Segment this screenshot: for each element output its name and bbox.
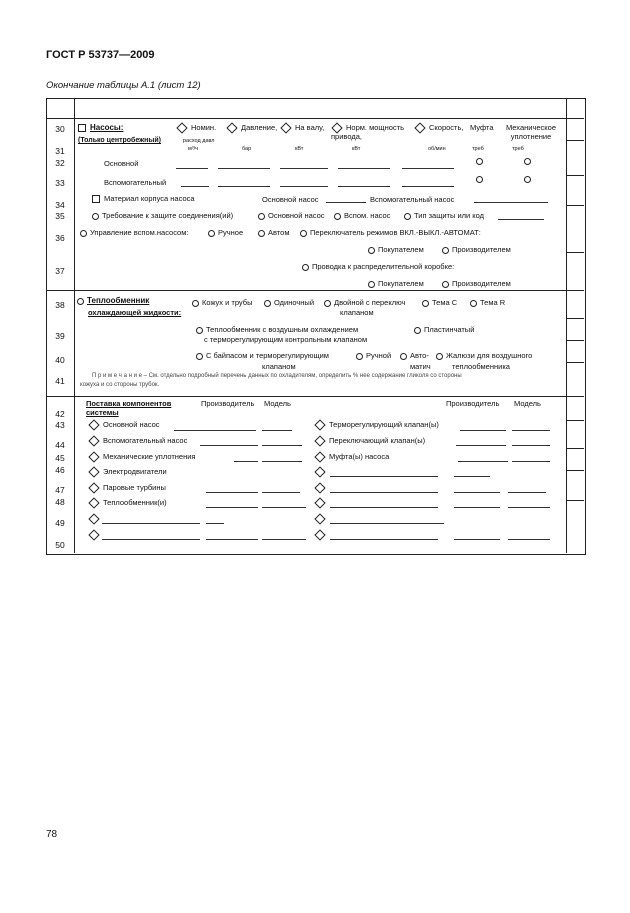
col-model: Модель bbox=[264, 399, 291, 408]
col-coupling: Муфта bbox=[470, 123, 494, 132]
diamond-icon[interactable] bbox=[176, 122, 187, 133]
margin-tick bbox=[566, 420, 584, 421]
pump-main-label: Основной bbox=[104, 159, 139, 168]
component-item bbox=[314, 514, 329, 523]
row-number: 39 bbox=[55, 331, 65, 341]
blank-line[interactable] bbox=[181, 186, 209, 187]
col-shaft: На валу, bbox=[280, 123, 324, 132]
opt-bypass: С байпасом и терморегулирующим bbox=[196, 351, 329, 360]
blank-line[interactable] bbox=[326, 202, 366, 203]
pump-aux-label: Вспомогательный bbox=[104, 178, 167, 187]
radio-icon[interactable] bbox=[196, 327, 203, 334]
opt-wiring: Проводка к распределительной коробке: bbox=[302, 262, 454, 271]
unit-required: треб bbox=[472, 146, 484, 152]
row-divider bbox=[46, 290, 584, 291]
valve-label: клапаном bbox=[340, 308, 374, 317]
radio-icon[interactable] bbox=[302, 264, 309, 271]
opt-plate: Пластинчатый bbox=[414, 325, 474, 334]
blank-line[interactable] bbox=[454, 539, 500, 540]
component-item: Вспомогательный насос bbox=[88, 436, 187, 445]
blank-line[interactable] bbox=[262, 461, 302, 462]
col-power: Норм. мощность привода, bbox=[331, 123, 404, 142]
blank-line[interactable] bbox=[338, 168, 390, 169]
radio-icon[interactable] bbox=[196, 353, 203, 360]
diamond-icon[interactable] bbox=[88, 466, 99, 477]
blank-line[interactable] bbox=[262, 539, 306, 540]
component-item: Терморегулирующий клапан(ы) bbox=[314, 420, 439, 429]
row-number: 50 bbox=[55, 540, 65, 550]
opt-buyer: Покупателем bbox=[368, 279, 424, 288]
diamond-icon[interactable] bbox=[314, 529, 325, 540]
component-item bbox=[314, 530, 329, 539]
column-divider bbox=[74, 98, 75, 553]
blank-line[interactable] bbox=[262, 507, 306, 508]
diamond-icon[interactable] bbox=[414, 122, 425, 133]
radio-icon[interactable] bbox=[208, 230, 215, 237]
opt-single: Одиночный bbox=[264, 298, 314, 307]
blank-line[interactable] bbox=[512, 430, 550, 431]
diamond-icon[interactable] bbox=[88, 482, 99, 493]
row-number: 31 bbox=[55, 146, 65, 156]
opt-louvers: Жалюзи для воздушного bbox=[436, 351, 532, 360]
row-number: 37 bbox=[55, 266, 65, 276]
auto-label: матич bbox=[410, 362, 431, 371]
component-item: Переключающий клапан(ы) bbox=[314, 436, 425, 445]
blank-line[interactable] bbox=[330, 523, 444, 524]
col-manufacturer: Производитель bbox=[446, 399, 500, 408]
component-item: Основной насос bbox=[88, 420, 160, 429]
diamond-icon[interactable] bbox=[280, 122, 291, 133]
radio-icon[interactable] bbox=[476, 158, 483, 165]
opt-tema-c: Тема С bbox=[422, 298, 457, 307]
row-number: 38 bbox=[55, 300, 65, 310]
blank-line[interactable] bbox=[338, 186, 390, 187]
radio-icon[interactable] bbox=[258, 230, 265, 237]
page-number: 78 bbox=[46, 829, 58, 840]
diamond-icon[interactable] bbox=[88, 451, 99, 462]
col-manufacturer: Производитель bbox=[201, 399, 255, 408]
blank-line[interactable] bbox=[512, 445, 550, 446]
column-divider bbox=[566, 98, 567, 553]
diamond-icon[interactable] bbox=[314, 497, 325, 508]
checkbox-icon[interactable] bbox=[92, 195, 100, 203]
diamond-icon[interactable] bbox=[314, 513, 325, 524]
opt-protection-type: Тип защиты или код bbox=[404, 211, 484, 220]
diamond-icon[interactable] bbox=[314, 435, 325, 446]
margin-tick bbox=[566, 500, 584, 501]
blank-line[interactable] bbox=[280, 168, 328, 169]
opt-main-pump: Основной насос bbox=[258, 211, 325, 220]
diamond-icon[interactable] bbox=[88, 529, 99, 540]
blank-line[interactable] bbox=[218, 186, 270, 187]
blank-line[interactable] bbox=[206, 507, 258, 508]
blank-line[interactable] bbox=[200, 445, 258, 446]
margin-tick bbox=[566, 252, 584, 253]
diamond-icon[interactable] bbox=[88, 419, 99, 430]
component-item bbox=[88, 530, 103, 539]
blank-line[interactable] bbox=[262, 492, 300, 493]
margin-tick bbox=[566, 140, 584, 141]
row-number: 45 bbox=[55, 453, 65, 463]
component-item bbox=[314, 483, 329, 492]
radio-icon[interactable] bbox=[258, 213, 265, 220]
opt-aux-pump: Вспом. насос bbox=[334, 211, 390, 220]
row-number: 47 bbox=[55, 485, 65, 495]
row-number: 46 bbox=[55, 465, 65, 475]
row-divider bbox=[46, 396, 584, 397]
radio-icon[interactable] bbox=[192, 300, 199, 307]
radio-icon[interactable] bbox=[404, 213, 411, 220]
radio-icon[interactable] bbox=[442, 247, 449, 254]
exchanger-subtitle: охлаждающей жидкости: bbox=[88, 308, 182, 317]
radio-icon[interactable] bbox=[470, 300, 477, 307]
radio-icon[interactable] bbox=[442, 281, 449, 288]
radio-icon[interactable] bbox=[414, 327, 421, 334]
row-number: 40 bbox=[55, 355, 65, 365]
blank-line[interactable] bbox=[454, 492, 500, 493]
blank-line[interactable] bbox=[330, 539, 438, 540]
blank-line[interactable] bbox=[234, 461, 258, 462]
unit-rpm: об/мин bbox=[428, 146, 446, 152]
radio-icon[interactable] bbox=[356, 353, 363, 360]
document-header: ГОСТ Р 53737—2009 bbox=[46, 49, 155, 61]
components-title: системы bbox=[86, 408, 119, 417]
blank-line[interactable] bbox=[206, 492, 258, 493]
opt-buyer: Покупателем bbox=[368, 245, 424, 254]
blank-line[interactable] bbox=[454, 507, 500, 508]
radio-icon[interactable] bbox=[524, 176, 531, 183]
opt-shell-tube: Кожух и трубы bbox=[192, 298, 252, 307]
margin-tick bbox=[566, 318, 584, 319]
radio-icon[interactable] bbox=[334, 213, 341, 220]
blank-line[interactable] bbox=[460, 430, 506, 431]
row-number: 44 bbox=[55, 440, 65, 450]
opt-manufacturer: Производителем bbox=[442, 245, 511, 254]
radio-icon[interactable] bbox=[324, 300, 331, 307]
diamond-icon[interactable] bbox=[88, 497, 99, 508]
component-item bbox=[314, 467, 329, 476]
blank-line[interactable] bbox=[454, 476, 490, 477]
unit-m3: м³/ч bbox=[188, 146, 199, 152]
diamond-icon[interactable] bbox=[314, 451, 325, 462]
opt-mode-switch: Переключатель режимов ВКЛ.-ВЫКЛ.-АВТОМАТ: bbox=[300, 228, 481, 237]
blank-line[interactable] bbox=[262, 445, 302, 446]
component-item: Муфта(ы) насоса bbox=[314, 452, 389, 461]
radio-icon[interactable] bbox=[300, 230, 307, 237]
blank-line[interactable] bbox=[262, 430, 292, 431]
component-item: Теплообменник(и) bbox=[88, 498, 167, 507]
row-number: 35 bbox=[55, 211, 65, 221]
row-number: 33 bbox=[55, 178, 65, 188]
diamond-icon[interactable] bbox=[314, 482, 325, 493]
blank-line[interactable] bbox=[280, 186, 328, 187]
row-divider bbox=[46, 118, 584, 119]
blank-line[interactable] bbox=[330, 476, 438, 477]
blank-line[interactable] bbox=[218, 168, 270, 169]
radio-icon[interactable] bbox=[524, 158, 531, 165]
exchanger-note: П р и м е ч а н и е – См. отдельно подробный перечень данных по охладителям, определить % нее содержание гликоля со стороны bbox=[92, 373, 462, 379]
pump-material: Материал корпуса насоса bbox=[92, 194, 195, 203]
diamond-icon[interactable] bbox=[88, 513, 99, 524]
blank-line[interactable] bbox=[512, 461, 550, 462]
radio-icon[interactable] bbox=[264, 300, 271, 307]
diamond-icon[interactable] bbox=[88, 435, 99, 446]
blank-line[interactable] bbox=[176, 168, 208, 169]
row-number: 43 bbox=[55, 420, 65, 430]
row-number: 32 bbox=[55, 158, 65, 168]
radio-icon[interactable] bbox=[436, 353, 443, 360]
blank-line[interactable] bbox=[402, 186, 454, 187]
row-number: 34 bbox=[55, 200, 65, 210]
blank-line[interactable] bbox=[458, 461, 508, 462]
col-pressure: Давление, bbox=[226, 123, 277, 132]
blank-line[interactable] bbox=[508, 507, 550, 508]
radio-icon[interactable] bbox=[476, 176, 483, 183]
pumps-title: Насосы: bbox=[78, 123, 123, 132]
blank-line[interactable] bbox=[206, 539, 258, 540]
diamond-icon[interactable] bbox=[314, 466, 325, 477]
exchanger-title: Теплообменник bbox=[77, 296, 149, 305]
joint-protection: Требование к защите соединения(ий) bbox=[92, 211, 233, 220]
opt-auto: Авто- bbox=[400, 351, 429, 360]
opt-double: Двойной с переключ bbox=[324, 298, 405, 307]
radio-icon[interactable] bbox=[92, 213, 99, 220]
blank-line[interactable] bbox=[498, 219, 544, 220]
opt-tema-r: Тема R bbox=[470, 298, 505, 307]
radio-icon[interactable] bbox=[77, 298, 84, 305]
row-number: 30 bbox=[55, 124, 65, 134]
component-item: Электродвигатели bbox=[88, 467, 167, 476]
checkbox-icon[interactable] bbox=[78, 124, 86, 132]
radio-icon[interactable] bbox=[368, 247, 375, 254]
row-number: 42 bbox=[55, 409, 65, 419]
blank-line[interactable] bbox=[102, 539, 200, 540]
blank-line[interactable] bbox=[330, 492, 438, 493]
blank-line[interactable] bbox=[330, 507, 438, 508]
radio-icon[interactable] bbox=[368, 281, 375, 288]
table-caption: Окончание таблицы А.1 (лист 12) bbox=[46, 80, 201, 91]
component-item bbox=[88, 514, 103, 523]
blank-line[interactable] bbox=[174, 430, 256, 431]
opt-manufacturer: Производителем bbox=[442, 279, 511, 288]
blank-line[interactable] bbox=[474, 202, 548, 203]
blank-line[interactable] bbox=[102, 523, 200, 524]
unit-required: треб bbox=[512, 146, 524, 152]
opt-manual: Ручной bbox=[356, 351, 391, 360]
diamond-icon[interactable] bbox=[314, 419, 325, 430]
margin-tick bbox=[566, 448, 584, 449]
margin-tick bbox=[566, 362, 584, 363]
radio-icon[interactable] bbox=[80, 230, 87, 237]
unit-kw: кВт bbox=[352, 146, 361, 152]
margin-tick bbox=[566, 340, 584, 341]
col-nominal: Номин. bbox=[176, 123, 216, 132]
blank-line[interactable] bbox=[206, 523, 224, 524]
unit-flow: расход давл bbox=[183, 138, 215, 144]
blank-line[interactable] bbox=[508, 539, 550, 540]
aux-control: Управление вспом.насосом: bbox=[80, 228, 188, 237]
pumps-subtitle: (Только центробежный) bbox=[78, 137, 161, 144]
diamond-icon[interactable] bbox=[226, 122, 237, 133]
col-seal: Механическое уплотнение bbox=[505, 123, 557, 141]
opt-manual: Ручное bbox=[208, 228, 243, 237]
component-item bbox=[314, 498, 329, 507]
opt-air-cooled: Теплообменник с воздушным охлаждением bbox=[196, 325, 358, 334]
radio-icon[interactable] bbox=[422, 300, 429, 307]
component-item: Паровые турбины bbox=[88, 483, 166, 492]
row-number: 48 bbox=[55, 497, 65, 507]
row-number: 49 bbox=[55, 518, 65, 528]
component-item: Механические уплотнения bbox=[88, 452, 195, 461]
row-number: 41 bbox=[55, 376, 65, 386]
row-number: 36 bbox=[55, 233, 65, 243]
exchanger-note: кожуха и со стороны трубок. bbox=[80, 382, 160, 388]
louvers-label: теплообменника bbox=[452, 362, 510, 371]
thermo-valve: с терморегулирующим контрольным клапаном bbox=[204, 335, 368, 344]
bypass-valve: клапаном bbox=[262, 362, 296, 371]
col-model: Модель bbox=[514, 399, 541, 408]
opt-auto: Автом bbox=[258, 228, 290, 237]
blank-line[interactable] bbox=[508, 492, 546, 493]
margin-tick bbox=[566, 470, 584, 471]
margin-tick bbox=[566, 175, 584, 176]
blank-line[interactable] bbox=[402, 168, 454, 169]
main-pump-material: Основной насос bbox=[262, 195, 319, 204]
blank-line[interactable] bbox=[456, 445, 506, 446]
aux-pump-material: Вспомогательный насос bbox=[370, 195, 455, 204]
margin-tick bbox=[566, 205, 584, 206]
unit-kw: кВт bbox=[295, 146, 304, 152]
components-title: Поставка компонентов bbox=[86, 399, 172, 408]
radio-icon[interactable] bbox=[400, 353, 407, 360]
col-speed: Скорость, bbox=[414, 123, 463, 132]
unit-bar: бар bbox=[242, 146, 252, 152]
